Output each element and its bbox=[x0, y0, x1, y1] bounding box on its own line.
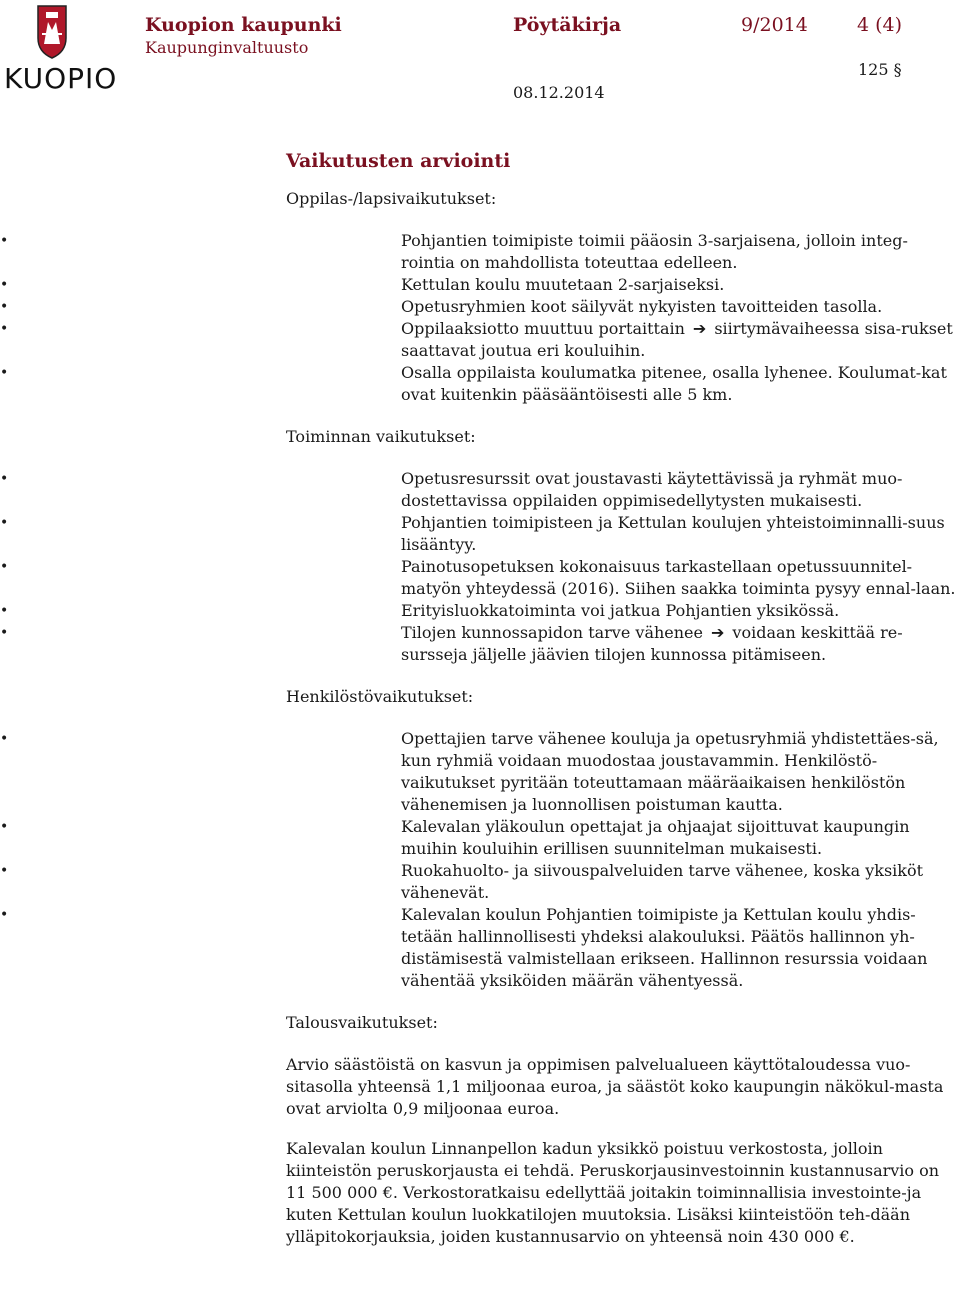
list-item: • Opetusryhmien koot säilyvät nykyisten tavoitteiden tasolla. bbox=[0, 296, 960, 318]
list-item: • Painotusopetuksen kokonaisuus tarkastellaan opetussuunnitel-matyön yhteydessä (2016). Siihen saakka toiminta pysyy ennal-laan. bbox=[0, 556, 960, 600]
document-body bbox=[286, 150, 960, 1266]
list-item: • Kettulan koulu muutetaan 2-sarjaiseksi. bbox=[0, 274, 960, 296]
list-item: • Osalla oppilaista koulumatka pitenee, osalla lyhenee. Koulumat-kat ovat kuitenkin pääsääntöisesti alle 5 km. bbox=[0, 362, 960, 406]
meeting-date: 08.12.2014 bbox=[513, 83, 605, 102]
kuopio-logo bbox=[4, 4, 118, 96]
logo-wordmark: KUOPIO bbox=[4, 62, 118, 95]
list-item: • Opetusresurssit ovat joustavasti käytettävissä ja ryhmät muo-dostettavissa oppilaiden oppimisedellytysten mukaisesti. bbox=[0, 468, 960, 512]
pupil-list bbox=[0, 230, 960, 406]
arrow-right-icon: ➔ bbox=[711, 623, 725, 642]
staff-heading: Henkilöstövaikutukset: bbox=[286, 687, 474, 706]
document-type: Pöytäkirja bbox=[513, 14, 622, 36]
list-item: • Kalevalan koulun Pohjantien toimipiste ja Kettulan koulu yhdis-tetään hallinnollisesti yhdeksi alakouluksi. Päätös hallinnon yh-distämisestä valmistellaan erikseen. Hallinnon resurssia voidaan vähentää yksiköiden määrän vähentyessä. bbox=[0, 904, 960, 992]
list-item: • Tilojen kunnossapidon tarve vähenee ➔ voidaan keskittää re-sursseja jäljelle jäävien tilojen kunnossa pitämiseen. bbox=[0, 622, 960, 666]
operations-list bbox=[0, 468, 960, 666]
economy-paragraph: Arvio säästöistä on kasvun ja oppimisen palvelualueen käyttötaloudessa vuo-sitasolla yhteensä 1,1 miljoonaa euroa, ja säästöt koko kaupungin näkökul-masta ovat arviolta 0,9 miljoonaa euroa. bbox=[286, 1055, 944, 1118]
list-item: • Pohjantien toimipisteen ja Kettulan koulujen yhteistoiminnalli-suus lisääntyy. bbox=[0, 512, 960, 556]
list-item: • Erityisluokkatoiminta voi jatkua Pohjantien yksikössä. bbox=[0, 600, 960, 622]
paragraph-number: 125 § bbox=[858, 60, 902, 79]
economy-paragraph: Kalevalan koulun Linnanpellon kadun yksikkö poistuu verkostosta, jolloin kiinteistön peruskorjausta ei tehdä. Peruskorjausinvestoinnin kustannusarvio on 11 500 000 €. Verkostoratkaisu edellyttää joitakin toiminnallisia investointe-ja kuten Kettulan koulun luokkatilojen muutoksia. Lisäksi kiinteistöön teh-dään ylläpitokorjauksia, joiden kustannusarvio on yhteensä noin 430 000 €. bbox=[286, 1139, 940, 1246]
list-item: • Pohjantien toimipiste toimii pääosin 3-sarjaisena, jolloin integ-rointia on mahdollista toteuttaa edelleen. bbox=[0, 230, 960, 274]
arrow-right-icon: ➔ bbox=[692, 319, 707, 338]
list-item: • Ruokahuolto- ja siivouspalveluiden tarve vähenee, koska yksiköt vähenevät. bbox=[0, 860, 960, 904]
document-number: 9/2014 bbox=[741, 14, 808, 36]
coat-of-arms-icon bbox=[34, 4, 70, 60]
staff-list bbox=[0, 728, 960, 992]
city-name: Kuopion kaupunki bbox=[145, 14, 342, 36]
list-item: • Oppilaaksiotto muuttuu portaittain ➔ siirtymävaiheessa sisa-rukset saattavat joutua eri kouluihin. bbox=[0, 318, 960, 362]
operations-heading: Toiminnan vaikutukset: bbox=[286, 427, 476, 446]
list-item: • Kalevalan yläkoulun opettajat ja ohjaajat sijoittuvat kaupungin muihin kouluihin erillisen suunnitelman mukaisesti. bbox=[0, 816, 960, 860]
page-number: 4 (4) bbox=[857, 14, 903, 36]
section-title: Vaikutusten arviointi bbox=[286, 150, 511, 172]
economy-heading: Talousvaikutukset: bbox=[286, 1013, 438, 1032]
list-item: • Opettajien tarve vähenee kouluja ja opetusryhmiä yhdistettäes-sä, kun ryhmiä voidaan muodostaa joustavammin. Henkilöstö-vaikutukset pyritään toteuttamaan määräaikaisen henkilöstön vähenemisen ja luonnollisen poistuman kautta. bbox=[0, 728, 960, 816]
pupil-heading: Oppilas-/lapsivaikutukset: bbox=[286, 189, 497, 208]
council-name: Kaupunginvaltuusto bbox=[145, 38, 309, 57]
